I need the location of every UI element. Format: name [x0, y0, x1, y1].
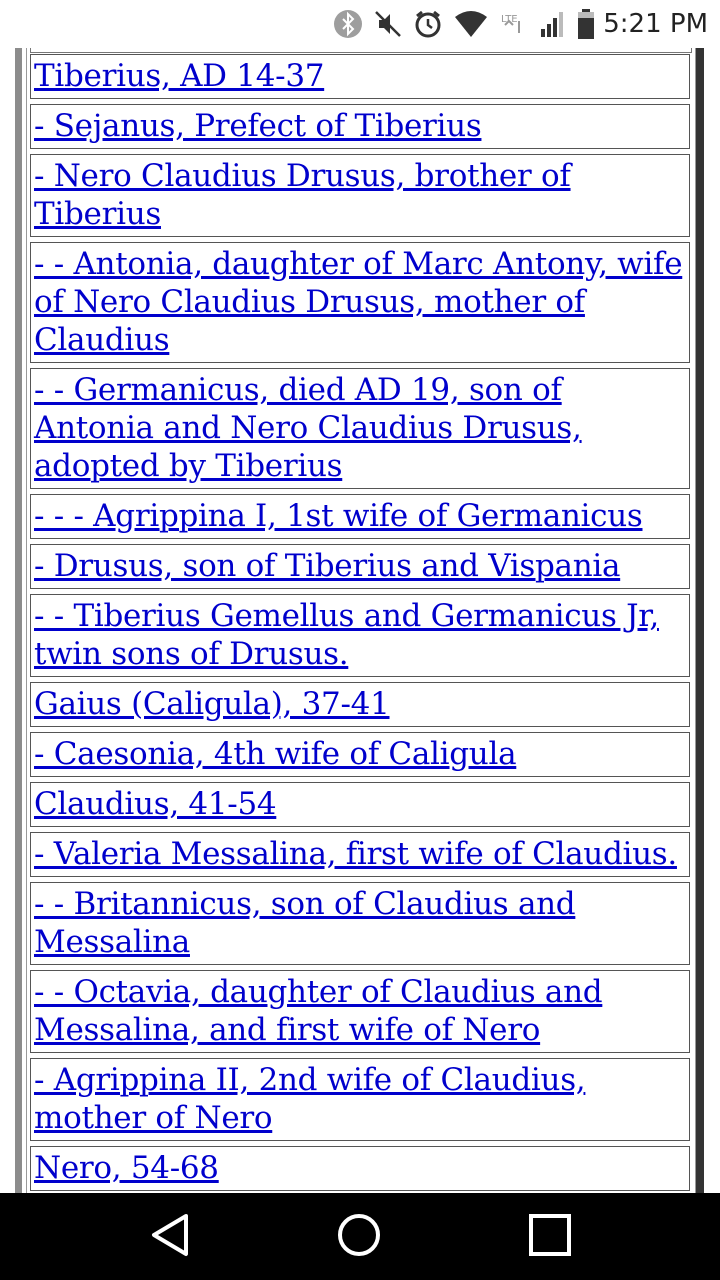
- back-button[interactable]: [140, 1211, 200, 1263]
- table-row: [30, 732, 690, 777]
- person-link[interactable]: - - Antonia, daughter of Marc Antony, wife of Nero Claudius Drusus, mother of Claudius: [34, 246, 683, 358]
- recents-button[interactable]: [520, 1211, 580, 1263]
- home-button[interactable]: [329, 1211, 389, 1263]
- emperor-link[interactable]: Gaius (Caligula), 37-41: [34, 686, 390, 722]
- table-row: [30, 970, 690, 1053]
- table-row: [30, 1146, 690, 1191]
- person-link[interactable]: - - Britannicus, son of Claudius and Messalina: [34, 886, 576, 960]
- person-link[interactable]: - Agrippina II, 2nd wife of Claudius, mother of Nero: [34, 1062, 586, 1136]
- table-row: [30, 544, 690, 589]
- left-border: [15, 48, 22, 1193]
- signal-icon: [539, 9, 567, 39]
- table-row: [30, 1058, 690, 1141]
- emperor-link[interactable]: Nero, 54-68: [34, 1150, 219, 1186]
- table-row: [30, 782, 690, 827]
- alarm-icon: [413, 9, 443, 39]
- back-icon: [148, 1212, 192, 1262]
- status-bar: [0, 0, 720, 48]
- person-link[interactable]: - Sejanus, Prefect of Tiberius: [34, 108, 482, 144]
- table-row: [30, 104, 690, 149]
- navigation-bar: [0, 1193, 720, 1280]
- recents-icon: [528, 1213, 572, 1261]
- person-link[interactable]: - - Tiberius Gemellus and Germanicus Jr, twin sons of Drusus.: [34, 598, 659, 672]
- table-row: [30, 882, 690, 965]
- battery-icon: [577, 8, 595, 40]
- person-link[interactable]: - Nero Claudius Drusus, brother of Tiberius: [34, 158, 571, 232]
- table-row: [30, 832, 690, 877]
- table-row: [30, 682, 690, 727]
- wifi-icon: [453, 9, 489, 39]
- table-row-partial: [30, 48, 692, 53]
- links-table: [26, 48, 696, 1193]
- person-link[interactable]: - - - Agrippina I, 1st wife of Germanicus: [34, 498, 643, 534]
- person-link[interactable]: - - Octavia, daughter of Claudius and Messalina, and first wife of Nero: [34, 974, 603, 1048]
- table-row: [30, 368, 690, 489]
- table-row: [30, 242, 690, 363]
- home-icon: [336, 1212, 382, 1262]
- lte-icon: [499, 9, 529, 39]
- emperor-link[interactable]: Tiberius, AD 14-37: [34, 58, 325, 94]
- person-link[interactable]: - Caesonia, 4th wife of Caligula: [34, 736, 517, 772]
- table-row: [30, 594, 690, 677]
- status-time: 5:21 PM: [603, 9, 708, 39]
- person-link[interactable]: - Drusus, son of Tiberius and Vispania: [34, 548, 621, 584]
- person-link[interactable]: - - Germanicus, died AD 19, son of Antonia and Nero Claudius Drusus, adopted by Tiberius: [34, 372, 582, 484]
- mute-icon: [373, 9, 403, 39]
- emperor-link[interactable]: Claudius, 41-54: [34, 786, 277, 822]
- table-row: [30, 54, 690, 99]
- table-row: [30, 154, 690, 237]
- right-scrollbar[interactable]: [696, 48, 704, 1193]
- svg-text:LTE: LTE: [501, 14, 518, 25]
- bluetooth-icon: [333, 9, 363, 39]
- web-content[interactable]: [0, 48, 720, 1193]
- person-link[interactable]: - Valeria Messalina, first wife of Claudius.: [34, 836, 677, 872]
- table-row: [30, 494, 690, 539]
